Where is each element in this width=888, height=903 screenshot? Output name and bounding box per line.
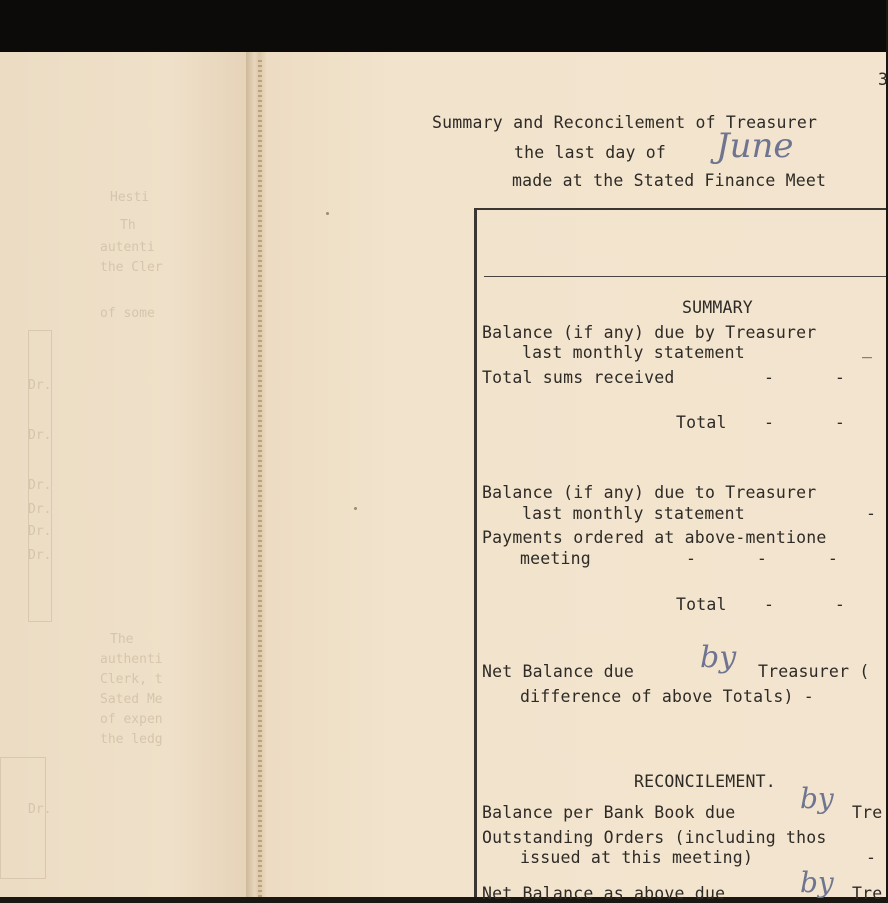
bleed-through-text: Sated Me — [100, 692, 163, 707]
page-number: 3 — [878, 70, 888, 89]
reconcilement-heading: RECONCILEMENT. — [634, 772, 776, 791]
header-title-line: Summary and Reconcilement of Treasurer — [432, 113, 818, 132]
paper-speck — [326, 212, 329, 215]
book-gutter — [246, 52, 268, 897]
bleed-through-text: Dr. — [28, 802, 52, 817]
black-top-border — [0, 0, 886, 52]
summary-total-2-label: Total — [676, 595, 727, 614]
bleed-through-text: Th — [120, 218, 136, 233]
leader-dash: - — [866, 504, 877, 523]
handwritten-by: by — [700, 640, 737, 675]
net-balance-as-above-treasurer: Tre — [852, 884, 883, 903]
bleed-through-text: the Cler — [100, 260, 163, 275]
header-meeting-line: made at the Stated Finance Meet — [512, 171, 827, 190]
bleed-through-text: Clerk, t — [100, 672, 163, 687]
left-page — [0, 52, 246, 897]
outstanding-orders-label: Outstanding Orders (including thos — [482, 828, 827, 847]
leader-dashes: - - — [764, 413, 846, 432]
total-sums-received-label: Total sums received — [482, 368, 675, 387]
summary-heading: SUMMARY — [682, 298, 753, 317]
bleed-through-text: Hesti — [110, 190, 150, 205]
leader-dash: _ — [862, 339, 873, 358]
bleed-through-box — [0, 757, 46, 879]
payments-ordered-sublabel: meeting — [520, 549, 591, 568]
payments-ordered-label: Payments ordered at above-mentione — [482, 528, 827, 547]
leader-dash: - — [866, 848, 877, 867]
bleed-through-text: of expen — [100, 712, 163, 727]
handwritten-by: by — [800, 866, 834, 899]
balance-by-treasurer-sublabel: last monthly statement — [522, 343, 745, 362]
leader-dashes: - - - — [686, 549, 839, 568]
net-balance-as-above-label: Net Balance as above due — [482, 884, 726, 903]
handwritten-month: June — [716, 126, 794, 166]
bleed-through-text: Dr. — [28, 378, 52, 393]
bleed-through-text: Dr. — [28, 478, 52, 493]
balance-to-treasurer-sublabel: last monthly statement — [522, 504, 745, 523]
bleed-through-text: Dr. — [28, 548, 52, 563]
net-balance-treasurer: Treasurer ( — [758, 662, 870, 681]
bleed-through-box — [28, 330, 52, 622]
bleed-through-text: the ledg — [100, 732, 163, 747]
summary-total-1-label: Total — [676, 413, 727, 432]
net-balance-label: Net Balance due — [482, 662, 635, 681]
balance-by-treasurer-label: Balance (if any) due by Treasurer — [482, 323, 817, 342]
bank-book-balance-label: Balance per Bank Book due — [482, 803, 736, 822]
table-frame-top — [474, 208, 886, 210]
bleed-through-text: authenti — [100, 652, 163, 667]
bank-book-treasurer: Tre — [852, 803, 883, 822]
balance-to-treasurer-label: Balance (if any) due to Treasurer — [482, 483, 817, 502]
bleed-through-text: Dr. — [28, 428, 52, 443]
handwritten-by: by — [800, 782, 834, 815]
net-balance-sublabel: difference of above Totals) - — [520, 687, 814, 706]
header-date-prefix: the last day of — [514, 143, 667, 162]
paper-speck — [354, 507, 357, 510]
table-header-rule — [484, 276, 886, 277]
leader-dashes: - - — [764, 368, 846, 387]
bleed-through-text: of some — [100, 306, 155, 321]
table-frame-left — [474, 208, 477, 897]
outstanding-orders-sublabel: issued at this meeting) — [520, 848, 754, 867]
binding-stitch — [258, 60, 262, 897]
bleed-through-text: Dr. — [28, 524, 52, 539]
bleed-through-text: Dr. — [28, 502, 52, 517]
bleed-through-text: autenti — [100, 240, 155, 255]
bleed-through-text: The — [110, 632, 134, 647]
leader-dashes: - - — [764, 595, 846, 614]
